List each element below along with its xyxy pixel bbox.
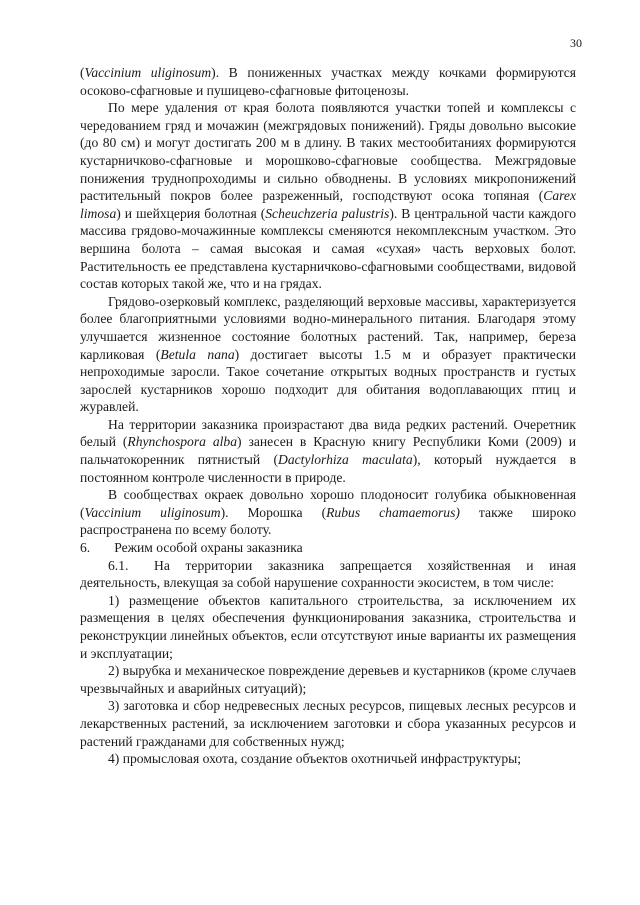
list-item: 1) размещение объектов капитального строительства, за исключением их размещения в целях обеспечения функционирования заказника, строительства и реконструкции линейных объектов, если отсутствуют иные варианты их размещения и эксплуатации;: [80, 592, 576, 661]
latin-name: Scheuchzeria palustris: [265, 205, 390, 221]
paragraph-4: На территории заказника произрастают два вида редких растений. Очеретник белый (Rhynchospora alba) занесен в Красную книгу Республики Коми (2009) и пальчатокоренник пятнистый (Dactylorhiza maculata), который нуждается в постоянном контроле численности в природе.: [80, 416, 576, 485]
paragraph-5: В сообществах окраек довольно хорошо плодоносит голубика обыкновенная (Vaccinium uliginosum). Морошка (Rubus chamaemorus) также широко распространена по всему болоту.: [80, 487, 576, 538]
paragraph-1: (Vaccinium uliginosum). В пониженных участках между кочками формируются осоково-сфагновые и пушицево-сфагновые фитоценозы.: [80, 65, 576, 98]
latin-name: Vaccinium uliginosum: [84, 65, 212, 80]
list-item: 4) промысловая охота, создание объектов охотничьей инфраструктуры;: [108, 751, 522, 767]
page-number: 30: [570, 36, 582, 50]
section-number: 6.: [80, 540, 91, 556]
list-item: 2) вырубка и механическое повреждение деревьев и кустарников (кроме случаев чрезвычайных и аварийных ситуаций);: [80, 663, 576, 696]
section-heading: [80, 539, 576, 557]
latin-name: Dactylorhiza maculata: [278, 452, 413, 468]
clause-6-1: [80, 557, 576, 592]
clause-text: На территории заказника запрещается хозяйственная и иная деятельность, влекущая за собой нарушение сохранности экосистем, в том числе:: [80, 557, 576, 591]
section-title: Режим особой охраны заказника: [114, 540, 303, 556]
latin-name: Rhynchospora alba: [127, 434, 238, 450]
paragraph-3: Грядово-озерковый комплекс, разделяющий верховые массивы, характеризуется более благоприятными условиями водно-минерального питания. Благодаря этому улучшается жизненное состояние болотных растений. Так, например, береза карликовая (Betula nana) достигает высоты 1.5 м и образует практически непроходимые заросли. Такое сочетание открытых водных пространств и густых зарослей кустарников хорошо подходит для обитания водоплавающих птиц и журавлей.: [80, 293, 576, 415]
clause-number: 6.1.: [108, 557, 129, 573]
paragraph-2: По мере удаления от края болота появляются участки топей и комплексы с чередованием гряд и мочажин (межгрядовых понижений). Гряды довольно высокие (до 80 см) и могут достигать 200 м в длину. В таких местообитаниях формируются кустарничково-сфагновые и морошково-сфагновые сообщества. Межгрядовые понижения труднопроходимы и сильно обводнены. В условиях микропонижений растительный покров более разреженный, господствуют осока топяная (Carex limosa) и шейхцерия болотная (Scheuchzeria palustris). В центральной части каждого массива грядово-мочажинные комплексы сменяются некомплексным участком. Это вершина болота – самая высокая и самая «сухая» часть верховых болот. Растительность ее представлена кустарничково-сфагновыми сообществами, видовой состав которых такой же, что и на грядах.: [80, 100, 576, 292]
latin-name: Carex limosa: [80, 188, 576, 221]
latin-name: Betula nana: [160, 346, 235, 362]
latin-name: Vaccinium uliginosum: [84, 504, 221, 520]
latin-name: Rubus chamaemorus): [326, 504, 460, 520]
document-body: [80, 64, 576, 768]
list-item: 3) заготовка и сбор недревесных лесных ресурсов, пищевых лесных ресурсов и лекарственных растений, за исключением заготовки и сбора указанных ресурсов и растений гражданами для собственных нужд;: [80, 698, 576, 749]
